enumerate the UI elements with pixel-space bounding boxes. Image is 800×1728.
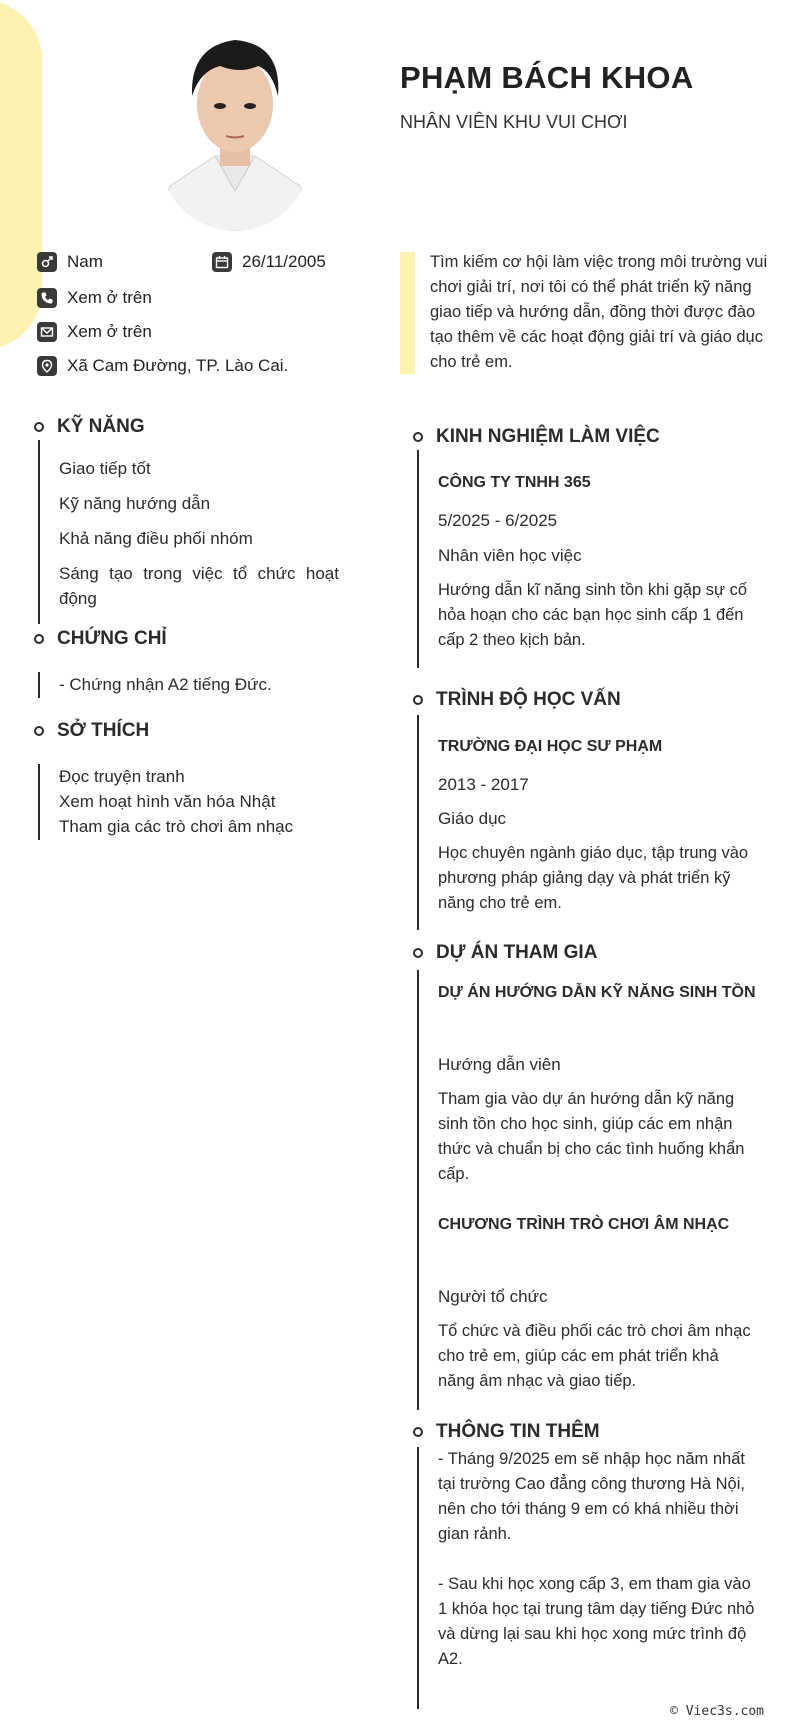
timeline-dot xyxy=(413,432,423,442)
timeline-line xyxy=(38,764,40,840)
project-description: Tổ chức và điều phối các trò chơi âm nhạc cho trẻ em, giúp các em phát triển khả năng âm nhạc và giao tiếp. xyxy=(438,1322,751,1390)
additional-info-title: THÔNG TIN THÊM xyxy=(436,1421,600,1442)
timeline-dot xyxy=(413,948,423,958)
gender-row xyxy=(37,252,103,272)
hobby-item: Xem hoạt hình văn hóa Nhật xyxy=(59,792,276,811)
decorative-accent-shape xyxy=(0,0,42,350)
hobbies-title: SỞ THÍCH xyxy=(57,720,150,741)
watermark: © Viec3s.com xyxy=(670,1704,764,1719)
career-objective: Tìm kiếm cơ hội làm việc trong môi trường vui chơi giải trí, nơi tôi có thể phát triển kỹ năng giao tiếp và hướng dẫn, đồng thời được đào tạo thêm về các hoạt động giải trí và giáo dục cho trẻ em. xyxy=(430,253,768,371)
education-school: TRƯỜNG ĐẠI HỌC SƯ PHẠM xyxy=(438,738,663,755)
experience-period: 5/2025 - 6/2025 xyxy=(438,511,558,530)
education-major: Giáo dục xyxy=(438,809,507,828)
skill-item: Kỹ năng hướng dẫn xyxy=(59,494,211,513)
certificate-item: - Chứng nhận A2 tiếng Đức. xyxy=(59,675,272,694)
hobby-item: Đọc truyện tranh xyxy=(59,767,185,786)
phone-row xyxy=(37,288,152,308)
skill-item: Giao tiếp tốt xyxy=(59,459,151,478)
additional-info-paragraph: - Tháng 9/2025 em sẽ nhập học năm nhất tại trường Cao đẳng công thương Hà Nội, nên cho tới tháng 9 em có khá nhiều thời gian rảnh. xyxy=(438,1450,745,1543)
timeline-dot xyxy=(413,1427,423,1437)
gender-value: Nam xyxy=(67,252,103,271)
timeline-dot xyxy=(34,422,44,432)
experience-company: CÔNG TY TNHH 365 xyxy=(438,474,591,491)
hobby-item: Tham gia các trò chơi âm nhạc xyxy=(59,817,294,836)
experience-description: Hướng dẫn kĩ năng sinh tồn khi gặp sự cố hỏa hoạn cho các bạn học sinh cấp 1 đến cấp 2 theo kịch bản. xyxy=(438,581,748,649)
education-title: TRÌNH ĐỘ HỌC VẤN xyxy=(436,689,621,710)
project-name: CHƯƠNG TRÌNH TRÒ CHƠI ÂM NHẠC xyxy=(438,1216,730,1233)
project-role: Hướng dẫn viên xyxy=(438,1055,561,1074)
experience-position: Nhân viên học việc xyxy=(438,546,582,565)
timeline-dot xyxy=(34,634,44,644)
birthday-row xyxy=(212,252,326,272)
timeline-line xyxy=(417,715,419,930)
project-description: Tham gia vào dự án hướng dẫn kỹ năng sinh tồn cho học sinh, giúp các em nhận thức và chuẩn bị cho các tình huống khẩn cấp. xyxy=(438,1090,745,1183)
timeline-dot xyxy=(413,695,423,705)
timeline-line xyxy=(38,672,40,698)
phone-icon xyxy=(37,288,57,308)
candidate-name: PHẠM BÁCH KHOA xyxy=(400,60,694,95)
calendar-icon xyxy=(212,252,232,272)
timeline-line xyxy=(38,440,40,624)
certificates-title: CHỨNG CHỈ xyxy=(57,628,167,649)
objective-accent-bar xyxy=(400,252,415,374)
project-role: Người tổ chức xyxy=(438,1287,548,1306)
education-period: 2013 - 2017 xyxy=(438,775,529,794)
skill-item: Khả năng điều phối nhóm xyxy=(59,529,253,548)
education-description: Học chuyên ngành giáo dục, tập trung vào phương pháp giảng dạy và phát triển kỹ năng cho trẻ em. xyxy=(438,844,749,912)
projects-title: DỰ ÁN THAM GIA xyxy=(436,942,598,963)
email-value: Xem ở trên xyxy=(67,322,152,341)
email-row xyxy=(37,322,152,342)
skills-title: KỸ NĂNG xyxy=(57,416,145,437)
skill-item: Sáng tạo trong việc tổ chức hoạt động xyxy=(59,564,339,608)
timeline-dot xyxy=(34,726,44,736)
phone-value: Xem ở trên xyxy=(67,288,152,307)
address-value: Xã Cam Đường, TP. Lào Cai. xyxy=(67,356,289,375)
candidate-role: NHÂN VIÊN KHU VUI CHƠI xyxy=(400,112,628,132)
additional-info-paragraph: - Sau khi học xong cấp 3, em tham gia vào 1 khóa học tại trung tâm dạy tiếng Đức nhỏ và dừng lại sau khi học xong mức trình độ A2. xyxy=(438,1575,755,1668)
birthday-value: 26/11/2005 xyxy=(242,252,326,271)
address-row xyxy=(37,356,288,376)
profile-photo xyxy=(160,26,310,231)
location-pin-icon xyxy=(37,356,57,376)
timeline-line xyxy=(417,970,419,1410)
timeline-line xyxy=(417,1447,419,1709)
email-icon xyxy=(37,322,57,342)
gender-icon xyxy=(37,252,57,272)
project-name: DỰ ÁN HƯỚNG DẪN KỸ NĂNG SINH TỒN xyxy=(438,984,756,1001)
timeline-line xyxy=(417,450,419,668)
experience-title: KINH NGHIỆM LÀM VIỆC xyxy=(436,426,660,447)
